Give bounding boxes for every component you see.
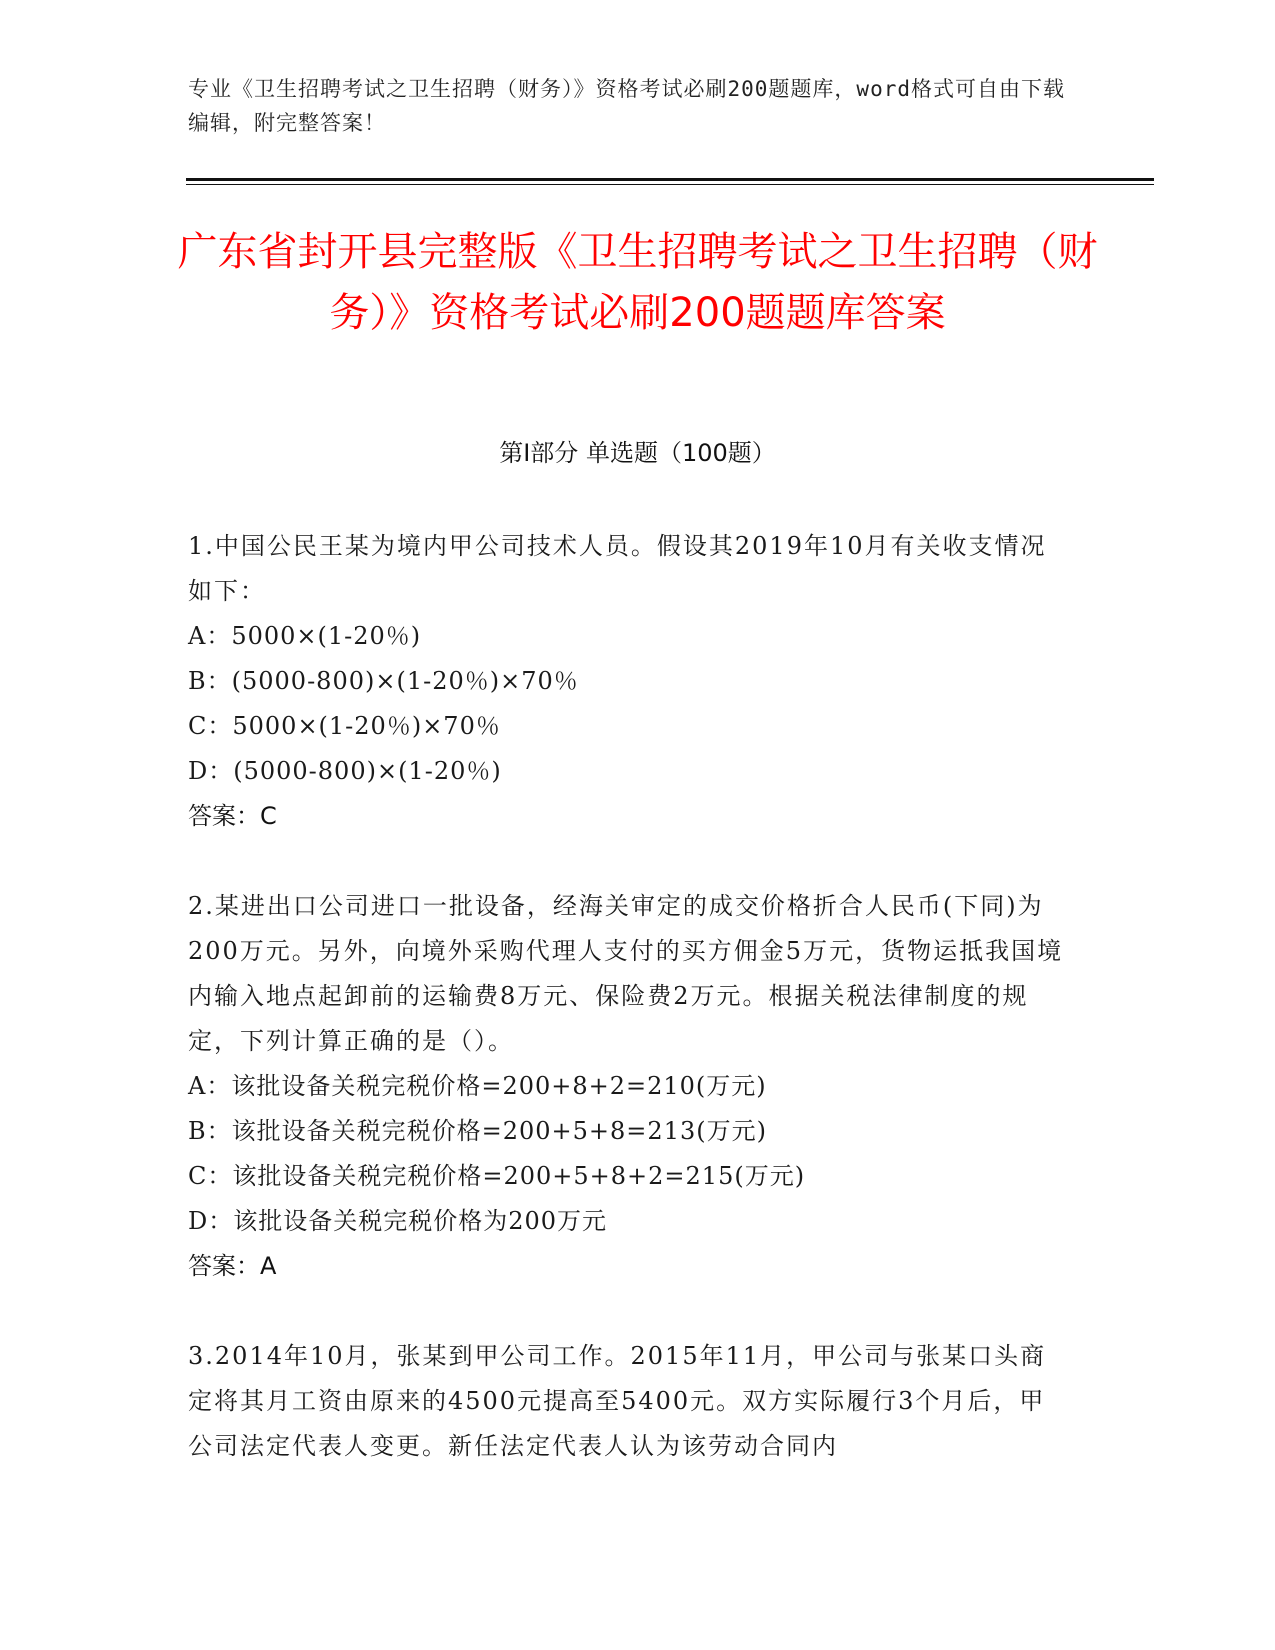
question-1 <box>188 524 1068 839</box>
question-stem: 3.2014年10月，张某到甲公司工作。2015年11月，甲公司与张某口头商定将其月工资由原来的4500元提高至5400元。双方实际履行3个月后，甲公司法定代表人变更。新任法定代表人认为该劳动合同内 <box>188 1342 1047 1460</box>
section-heading: 第Ⅰ部分 单选题（100题） <box>499 439 776 467</box>
question-3 <box>188 1334 1068 1469</box>
header-divider-thin <box>186 184 1154 185</box>
option-a: A：该批设备关税完税价格=200+8+2=210(万元) <box>188 1072 767 1100</box>
answer-line: 答案：A <box>188 1252 277 1280</box>
header-divider-thick <box>186 178 1154 181</box>
document-title: 广东省封开县完整版《卫生招聘考试之卫生招聘（财务）》资格考试必刷200题题库答案 <box>177 229 1098 336</box>
question-list <box>188 524 1068 1469</box>
header-note: 专业《卫生招聘考试之卫生招聘（财务）》资格考试必刷200题题库，word格式可自由下载编辑，附完整答案！ <box>188 77 1065 135</box>
option-b: B：该批设备关税完税价格=200+5+8=213(万元) <box>188 1117 767 1145</box>
option-d: D：该批设备关税完税价格为200万元 <box>188 1207 608 1235</box>
answer-line: 答案：C <box>188 802 277 830</box>
question-stem: 1.中国公民王某为境内甲公司技术人员。假设其2019年10月有关收支情况如下： <box>188 532 1047 605</box>
question-stem: 2.某进出口公司进口一批设备，经海关审定的成交价格折合人民币(下同)为200万元。另外，向境外采购代理人支付的买方佣金5万元，货物运抵我国境内输入地点起卸前的运输费8万元、保险费2万元。根据关税法律制度的规定，下列计算正确的是（）。 <box>188 892 1064 1055</box>
option-c: C：5000×(1-20％)×70％ <box>188 712 501 740</box>
question-2 <box>188 884 1068 1289</box>
option-a: A：5000×(1-20％) <box>188 622 422 650</box>
option-d: D：(5000-800)×(1-20％) <box>188 757 502 785</box>
option-b: B：(5000-800)×(1-20％)×70％ <box>188 667 579 695</box>
option-c: C：该批设备关税完税价格=200+5+8+2=215(万元) <box>188 1162 806 1190</box>
